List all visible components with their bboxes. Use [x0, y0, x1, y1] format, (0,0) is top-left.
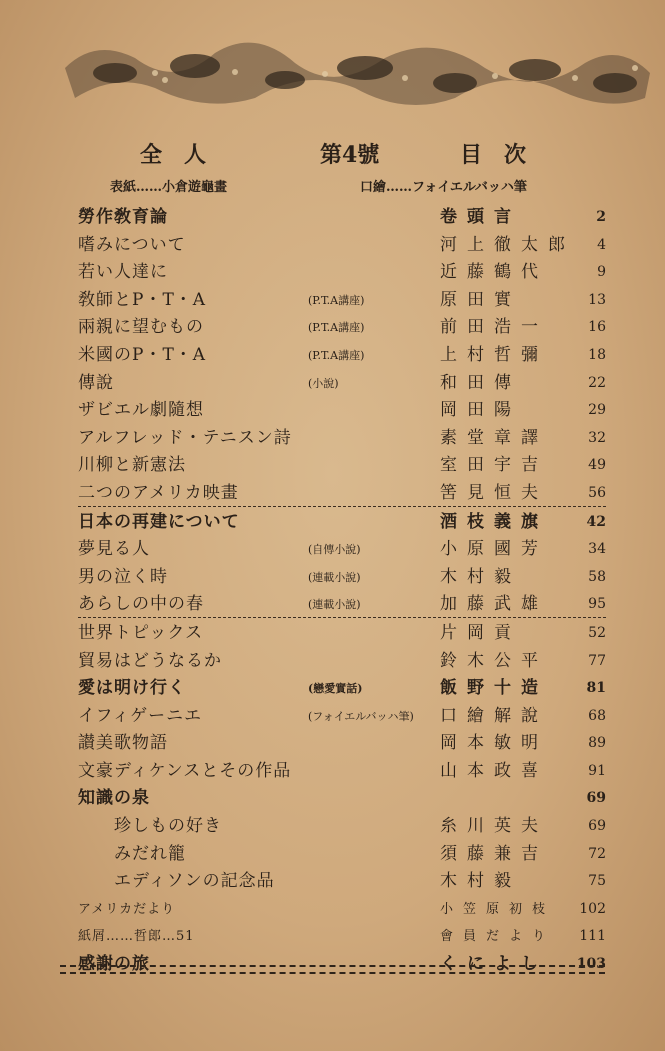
entry-title: ザビエル劇隨想 [78, 400, 204, 421]
entry-author: 片岡貢 [440, 622, 521, 643]
entry-author: 岡本敏明 [440, 733, 548, 754]
entry-title: 日本の再建について [78, 511, 240, 532]
toc-entry [78, 785, 606, 813]
entry-page-number: 18 [588, 346, 606, 363]
entry-author: 近藤鶴代 [440, 262, 548, 283]
entry-title: 若い人達に [78, 262, 168, 283]
entry-author: 須藤兼吉 [440, 843, 548, 864]
entry-note: (連載小說) [308, 570, 361, 584]
entry-page-number: 77 [588, 652, 606, 669]
entry-title: 米國のP・T・A [78, 344, 207, 365]
decorative-banner [55, 28, 655, 118]
contents-heading: 目 次 [460, 142, 527, 168]
entry-title: 知識の泉 [78, 788, 150, 809]
cover-credit: 表紙……小倉遊龜畫 [110, 180, 228, 195]
entry-author: 會員だより [440, 929, 556, 945]
entry-author: 木村毅 [440, 871, 521, 892]
entry-title: 嗜みについて [78, 234, 186, 255]
toc-entry [78, 758, 606, 786]
entry-note: (戀愛實話) [308, 682, 363, 696]
toc-header [140, 138, 580, 170]
entry-note: (P.T.A講座) [308, 348, 365, 362]
entry-page-number: 102 [579, 900, 606, 917]
entry-page-number: 72 [588, 845, 606, 862]
table-of-contents [78, 204, 606, 979]
entry-note: (P.T.A講座) [308, 321, 365, 335]
entry-author: 糸川英夫 [440, 816, 548, 837]
entry-title: 世界トピックス [78, 622, 204, 643]
toc-entry [78, 425, 606, 453]
entry-author: 小笠原初枝 [440, 901, 556, 917]
entry-page-number: 16 [588, 319, 606, 336]
entry-page-number: 95 [588, 596, 606, 613]
entry-page-number: 58 [588, 568, 606, 585]
entry-page-number: 103 [576, 956, 606, 973]
toc-entry [78, 509, 606, 537]
entry-title: 傳說 [78, 372, 114, 393]
entry-page-number: 69 [586, 790, 606, 807]
toc-entry [78, 259, 606, 287]
entry-author: 上村哲彌 [440, 344, 548, 365]
entry-author: 木村毅 [440, 566, 521, 587]
entry-page-number: 32 [588, 429, 606, 446]
toc-entry [78, 397, 606, 425]
entry-title: イフィゲーニエ [78, 705, 203, 726]
entry-author: 口繪解說 [440, 705, 548, 726]
section-divider [78, 617, 606, 618]
entry-page-number: 4 [597, 236, 606, 253]
entry-page-number: 49 [588, 457, 606, 474]
entry-author: 山本政喜 [440, 760, 548, 781]
entry-page-number: 13 [588, 291, 606, 308]
toc-entry [78, 730, 606, 758]
entry-note: (P.T.A講座) [308, 293, 365, 307]
entry-page-number: 69 [588, 818, 606, 835]
entry-page-number: 2 [596, 209, 606, 225]
entry-title: アルフレッド・テニスン詩 [78, 427, 292, 448]
entry-title: 二つのアメリカ映畫 [78, 482, 239, 503]
toc-entry [78, 648, 606, 676]
entry-title: 男の泣く時 [78, 566, 168, 587]
entry-page-number: 68 [588, 707, 606, 724]
entry-title: 兩親に望むもの [78, 317, 204, 338]
entry-page-number: 111 [579, 928, 606, 945]
toc-entry [78, 370, 606, 398]
toc-entry [78, 703, 606, 731]
entry-author: 卷頭言 [440, 207, 521, 227]
toc-entry [78, 480, 606, 508]
entry-note: (フォイエルバッハ筆) [308, 709, 414, 723]
toc-entry [78, 287, 606, 315]
entry-author: 鈴木公平 [440, 650, 548, 671]
section-divider [78, 506, 606, 507]
entry-title: 川柳と新憲法 [78, 455, 186, 476]
issue-number: 第4號 [320, 142, 380, 168]
entry-author: 原田實 [440, 289, 521, 310]
entry-author: 酒枝義旗 [440, 511, 548, 532]
entry-page-number: 34 [588, 541, 606, 558]
entry-author: 飯野十造 [440, 678, 548, 699]
entry-page-number: 22 [588, 374, 606, 391]
entry-author: 河上徹太郎 [440, 234, 575, 255]
toc-entry [78, 232, 606, 260]
toc-entry [78, 868, 606, 896]
entry-author: 和田傳 [440, 372, 521, 393]
toc-entry [78, 452, 606, 480]
cover-credits [110, 176, 610, 198]
entry-title: 勞作敎育論 [78, 207, 168, 227]
entry-page-number: 81 [586, 680, 606, 697]
toc-entry [78, 204, 606, 232]
entry-page-number: 29 [588, 402, 606, 419]
entry-note: (小說) [308, 376, 339, 390]
entry-author: 岡田陽 [440, 400, 521, 421]
entry-title: アメリカだより [78, 901, 176, 917]
bottom-rule [60, 965, 605, 979]
entry-page-number: 42 [586, 513, 606, 530]
entry-page-number: 9 [597, 264, 606, 281]
toc-entry [78, 675, 606, 703]
toc-entry [78, 896, 606, 924]
toc-entry [78, 536, 606, 564]
entry-author: 素堂章譯 [440, 427, 548, 448]
entry-note: (連載小說) [308, 598, 361, 612]
entry-page-number: 75 [588, 873, 606, 890]
entry-title: 夢見る人 [78, 539, 150, 560]
entry-title: エディソンの記念品 [114, 871, 275, 892]
entry-page-number: 56 [588, 484, 606, 501]
entry-author: 加藤武雄 [440, 594, 548, 615]
entry-page-number: 89 [588, 735, 606, 752]
toc-entry [78, 564, 606, 592]
entry-note: (自傳小說) [308, 543, 361, 557]
entry-title: 紙屑……哲郎…51 [78, 929, 195, 945]
toc-entry [78, 314, 606, 342]
entry-title: 讃美歌物語 [78, 733, 168, 754]
toc-entry [78, 813, 606, 841]
entry-author: 室田宇吉 [440, 455, 548, 476]
toc-entry [78, 620, 606, 648]
entry-page-number: 52 [588, 624, 606, 641]
toc-entry [78, 923, 606, 951]
toc-entry [78, 591, 606, 619]
entry-author: 筈見恒夫 [440, 482, 548, 503]
entry-title: 愛は明け行く [78, 678, 186, 699]
entry-title: 文豪ディケンスとその作品 [78, 760, 292, 781]
entry-title: 敎師とP・T・A [78, 289, 207, 310]
entry-page-number: 91 [588, 762, 606, 779]
entry-author: 小原國芳 [440, 539, 548, 560]
toc-entry [78, 841, 606, 869]
entry-title: 珍しもの好き [114, 816, 222, 837]
entry-author: くによし [440, 954, 548, 975]
entry-title: みだれ籠 [114, 843, 186, 864]
magazine-title: 全 人 [140, 142, 207, 168]
entry-title: あらしの中の春 [78, 594, 204, 615]
entry-author: 前田浩一 [440, 317, 548, 338]
frontispiece-credit: 口繪……フォイエルバッハ筆 [360, 180, 527, 195]
entry-title: 感謝の旅 [78, 954, 150, 975]
entry-title: 貿易はどうなるか [78, 650, 222, 671]
toc-entry [78, 342, 606, 370]
